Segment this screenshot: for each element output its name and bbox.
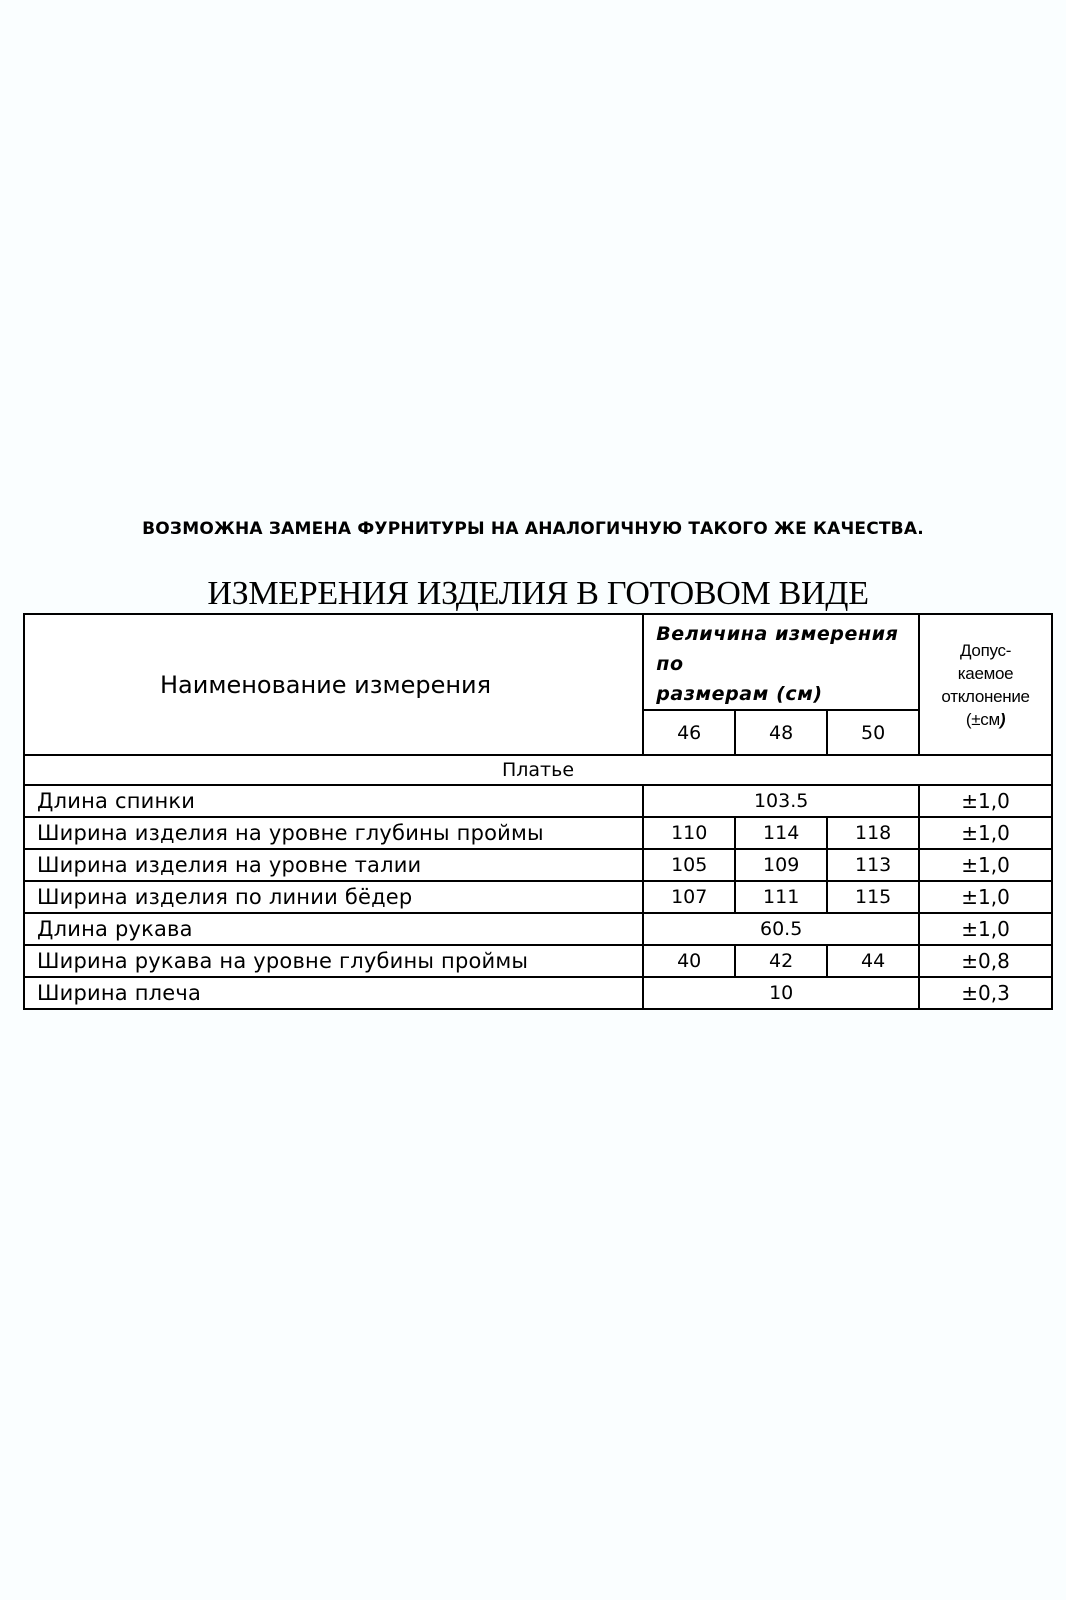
header-name-label: Наименование измерения bbox=[160, 670, 492, 699]
row-value: 42 bbox=[735, 945, 827, 977]
notice-text: ВОЗМОЖНА ЗАМЕНА ФУРНИТУРЫ НА АНАЛОГИЧНУЮ ТАКОГО ЖЕ КАЧЕСТВА. bbox=[142, 519, 924, 539]
row-value: 10 bbox=[643, 977, 919, 1009]
row-value: 40 bbox=[643, 945, 735, 977]
table-row bbox=[24, 817, 1052, 849]
section-row bbox=[24, 755, 1052, 785]
size-48: 48 bbox=[735, 710, 827, 755]
header-sizes-line1: Величина измерения по bbox=[656, 623, 899, 675]
row-label: Длина рукава bbox=[24, 913, 643, 945]
measurements-table bbox=[23, 613, 1053, 1010]
row-value: 111 bbox=[735, 881, 827, 913]
row-value: 118 bbox=[827, 817, 919, 849]
row-value: 44 bbox=[827, 945, 919, 977]
header-name-cell bbox=[24, 614, 643, 755]
table-row bbox=[24, 945, 1052, 977]
table-row bbox=[24, 913, 1052, 945]
header-tolerance-line4 bbox=[920, 708, 1051, 731]
row-tolerance: ±0,8 bbox=[919, 945, 1052, 977]
header-tolerance-line1: Допус- bbox=[960, 640, 1012, 660]
row-tolerance: ±1,0 bbox=[919, 913, 1052, 945]
header-tolerance-close: ) bbox=[999, 709, 1006, 729]
row-value: 103.5 bbox=[643, 785, 919, 817]
header-tolerance-line2: каемое bbox=[957, 663, 1014, 683]
table-row bbox=[24, 881, 1052, 913]
row-value: 109 bbox=[735, 849, 827, 881]
header-row bbox=[24, 614, 1052, 710]
header-sizes-line2: размерам (см) bbox=[656, 683, 823, 705]
row-label: Длина спинки bbox=[24, 785, 643, 817]
row-label: Ширина рукава на уровне глубины проймы bbox=[24, 945, 643, 977]
row-value: 114 bbox=[735, 817, 827, 849]
header-tolerance-line3: отклонение bbox=[941, 686, 1030, 706]
row-tolerance: ±1,0 bbox=[919, 881, 1052, 913]
size-46: 46 bbox=[643, 710, 735, 755]
size-50: 50 bbox=[827, 710, 919, 755]
row-value: 110 bbox=[643, 817, 735, 849]
table-title: ИЗМЕРЕНИЯ ИЗДЕЛИЯ В ГОТОВОМ ВИДЕ bbox=[207, 575, 869, 612]
row-value: 60.5 bbox=[643, 913, 919, 945]
row-value: 107 bbox=[643, 881, 735, 913]
header-sizes-cell bbox=[643, 614, 919, 710]
row-label: Ширина изделия на уровне талии bbox=[24, 849, 643, 881]
row-value: 115 bbox=[827, 881, 919, 913]
table-row bbox=[24, 849, 1052, 881]
row-label: Ширина изделия по линии бёдер bbox=[24, 881, 643, 913]
row-tolerance: ±1,0 bbox=[919, 849, 1052, 881]
header-tolerance-unit: (±см bbox=[965, 709, 1000, 729]
row-label: Ширина изделия на уровне глубины проймы bbox=[24, 817, 643, 849]
row-label: Ширина плеча bbox=[24, 977, 643, 1009]
row-tolerance: ±0,3 bbox=[919, 977, 1052, 1009]
row-value: 113 bbox=[827, 849, 919, 881]
table-row bbox=[24, 785, 1052, 817]
row-value: 105 bbox=[643, 849, 735, 881]
row-tolerance: ±1,0 bbox=[919, 785, 1052, 817]
row-tolerance: ±1,0 bbox=[919, 817, 1052, 849]
table-row bbox=[24, 977, 1052, 1009]
header-tolerance-cell bbox=[919, 614, 1052, 755]
section-label: Платье bbox=[24, 755, 1052, 785]
